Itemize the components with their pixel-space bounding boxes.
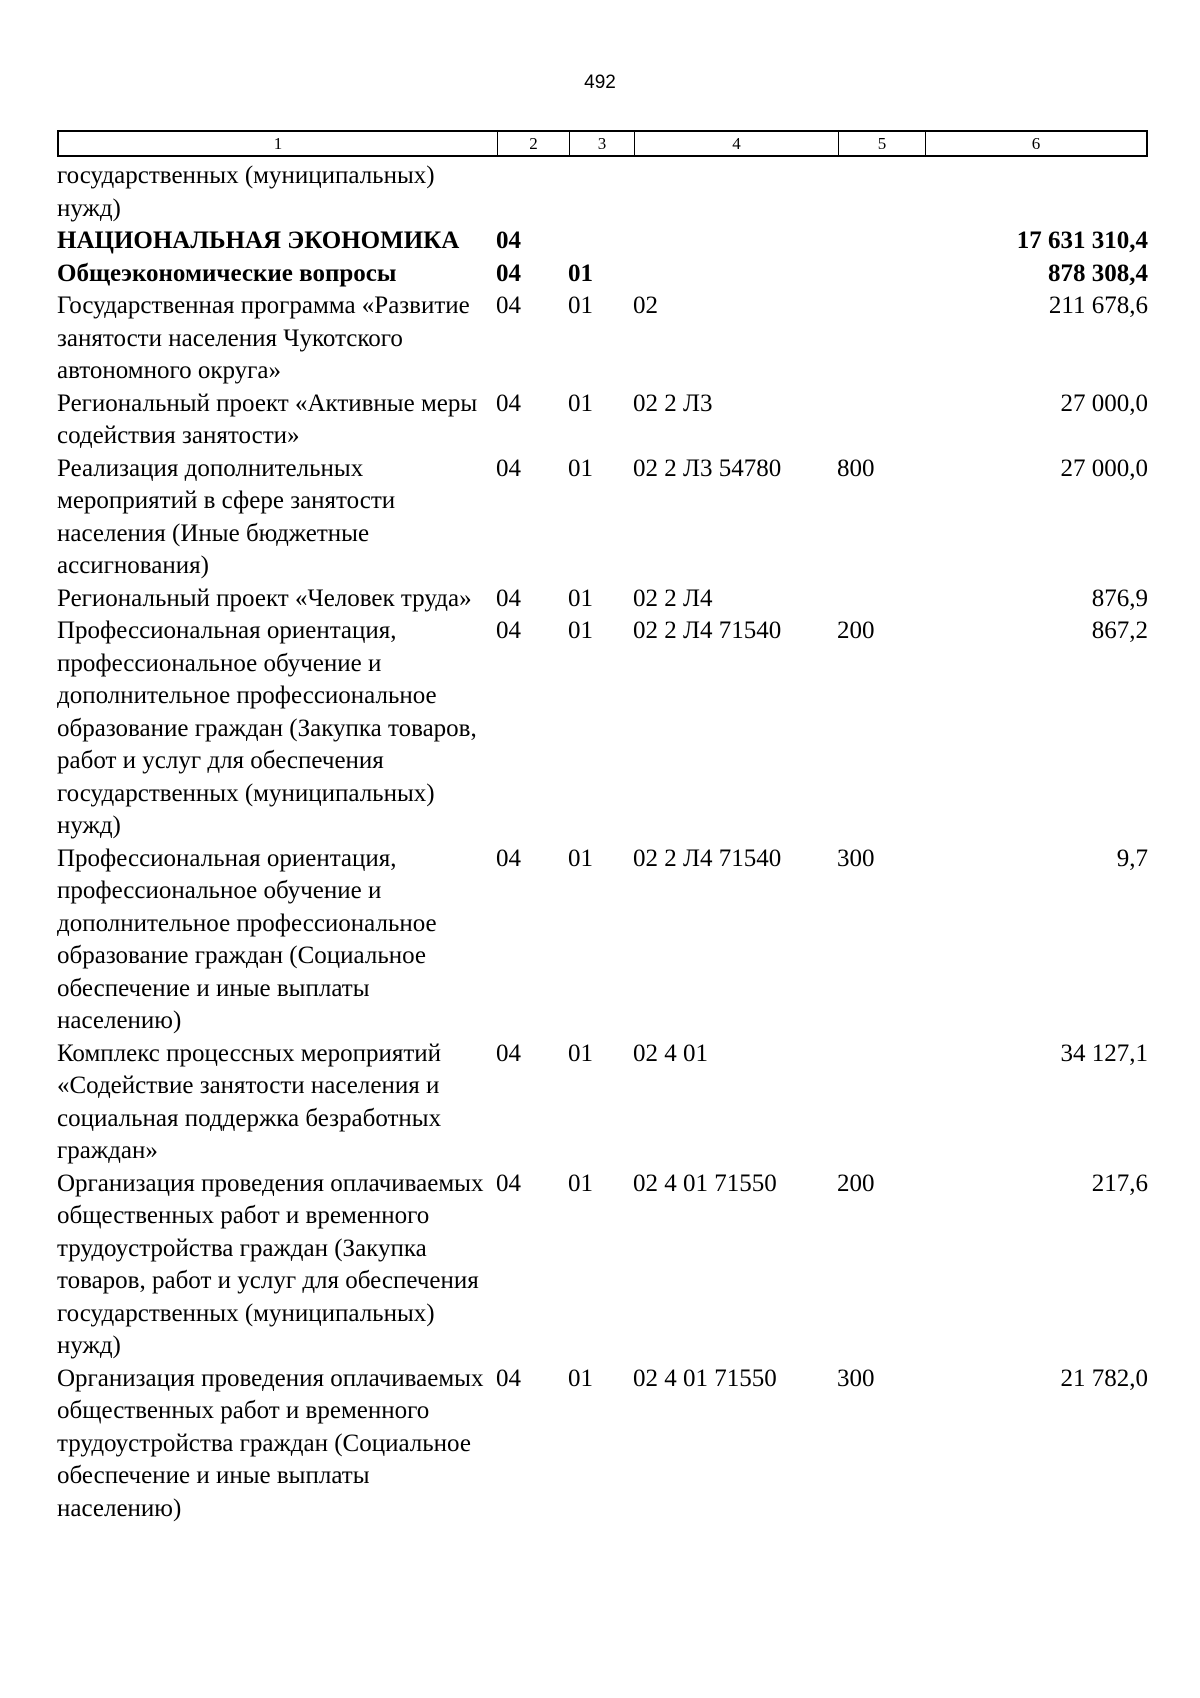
header-col-2: 2 xyxy=(498,132,570,155)
row-section: 04 xyxy=(496,844,521,872)
row-subsection: 01 xyxy=(568,259,593,287)
header-col-6: 6 xyxy=(1031,134,1041,153)
row-target-article: 02 xyxy=(633,292,658,319)
table-row xyxy=(57,225,1148,258)
row-section: 04 xyxy=(496,259,521,287)
row-section: 04 xyxy=(496,1039,521,1067)
row-amount: 876,9 xyxy=(1091,584,1148,612)
row-target-article: 02 4 01 xyxy=(633,1039,708,1067)
row-subsection: 01 xyxy=(568,1364,593,1392)
row-name: Организация проведения оплачиваемых общественных работ и временного трудоустройства граждан (Социальное обеспечение и иные выплаты населению) xyxy=(57,1364,484,1522)
row-name: Профессиональная ориентация, профессиональное обучение и дополнительное профессиональное образование граждан (Социальное обеспечение и иные выплаты населению) xyxy=(57,844,437,1034)
row-amount: 34 127,1 xyxy=(1060,1039,1148,1067)
table-row xyxy=(57,1038,1148,1168)
row-expense-type xyxy=(837,388,924,453)
table-row xyxy=(57,160,1148,225)
row-section: 04 xyxy=(496,1169,521,1197)
table-row xyxy=(57,290,1148,388)
row-subsection: 01 xyxy=(568,844,593,872)
table-row xyxy=(57,258,1148,291)
row-amount: 27 000,0 xyxy=(1060,389,1148,417)
row-amount: 211 678,6 xyxy=(1048,292,1148,319)
row-name: Комплекс процессных мероприятий «Содействие занятости населения и социальная поддержка безработных граждан» xyxy=(57,1039,442,1164)
header-col-3: 3 xyxy=(570,132,635,155)
table-row xyxy=(57,388,1148,453)
row-name: Региональный проект «Активные меры содействия занятости» xyxy=(57,389,478,449)
row-section xyxy=(496,160,568,225)
row-name: Общеэкономические вопросы xyxy=(57,259,397,287)
row-section: 04 xyxy=(496,389,521,417)
row-target-article: 02 2 Л4 71540 xyxy=(633,844,782,872)
row-section: 04 xyxy=(496,617,521,644)
table-row xyxy=(57,615,1148,843)
row-amount: 867,2 xyxy=(1091,617,1148,644)
row-name: НАЦИОНАЛЬНАЯ ЭКОНОМИКА xyxy=(57,227,460,254)
row-subsection: 01 xyxy=(568,454,593,482)
row-expense-type: 300 xyxy=(837,1364,875,1392)
row-amount: 217,6 xyxy=(1091,1169,1148,1197)
row-subsection: 01 xyxy=(568,1039,593,1067)
table-body xyxy=(57,160,1148,1525)
row-section: 04 xyxy=(496,292,521,319)
row-amount: 878 308,4 xyxy=(1048,259,1148,287)
row-amount xyxy=(924,160,1148,225)
page-number: 492 xyxy=(584,72,616,93)
row-subsection: 01 xyxy=(568,389,593,417)
table-row xyxy=(57,583,1148,616)
table-row xyxy=(57,1168,1148,1363)
row-target-article: 02 2 Л3 xyxy=(633,389,713,417)
header-col-1: 1 xyxy=(59,132,498,155)
row-section: 04 xyxy=(496,584,521,612)
row-target-article: 02 2 Л3 54780 xyxy=(633,454,782,482)
row-subsection: 01 xyxy=(568,292,593,319)
row-target-article: 02 2 Л4 xyxy=(633,584,713,612)
row-expense-type xyxy=(837,225,924,258)
table-row xyxy=(57,453,1148,583)
row-subsection: 01 xyxy=(568,1169,593,1197)
row-expense-type: 200 xyxy=(837,617,875,644)
row-target-article xyxy=(633,160,837,225)
row-amount: 27 000,0 xyxy=(1060,454,1148,482)
row-amount: 9,7 xyxy=(1116,844,1148,872)
header-col-4: 4 xyxy=(635,132,839,155)
table-row xyxy=(57,1363,1148,1526)
row-amount: 17 631 310,4 xyxy=(1016,227,1148,254)
row-expense-type xyxy=(837,258,924,291)
row-name: Организация проведения оплачиваемых общественных работ и временного трудоустройства граждан (Закупка товаров, работ и услуг для обеспечения государственных (муниципальных) нужд) xyxy=(57,1169,484,1359)
row-expense-type xyxy=(837,1038,924,1168)
row-expense-type xyxy=(837,160,924,225)
row-amount: 21 782,0 xyxy=(1060,1364,1148,1392)
row-expense-type xyxy=(837,583,924,616)
row-subsection xyxy=(568,160,633,225)
row-name: Профессиональная ориентация, профессиональное обучение и дополнительное профессиональное образование граждан (Закупка товаров, работ и услуг для обеспечения государственных (муниципальных) нужд) xyxy=(57,617,477,839)
table-row xyxy=(57,843,1148,1038)
row-subsection: 01 xyxy=(568,584,593,612)
row-name: государственных (муниципальных) нужд) xyxy=(57,162,435,222)
row-subsection: 01 xyxy=(568,617,593,644)
row-section: 04 xyxy=(496,454,521,482)
row-expense-type xyxy=(837,290,924,388)
header-col-5: 5 xyxy=(839,132,926,155)
row-name: Государственная программа «Развитие занятости населения Чукотского автономного округа» xyxy=(57,292,470,384)
row-expense-type: 800 xyxy=(837,454,875,482)
row-expense-type: 300 xyxy=(837,844,875,872)
row-target-article: 02 4 01 71550 xyxy=(633,1169,777,1197)
row-target-article: 02 2 Л4 71540 xyxy=(633,617,782,644)
row-expense-type: 200 xyxy=(837,1169,875,1197)
row-name: Реализация дополнительных мероприятий в сфере занятости населения (Иные бюджетные ассигнования) xyxy=(57,454,396,579)
row-name: Региональный проект «Человек труда» xyxy=(57,584,472,612)
table-header xyxy=(57,130,1148,157)
row-target-article: 02 4 01 71550 xyxy=(633,1364,777,1392)
row-subsection xyxy=(568,225,633,258)
row-target-article xyxy=(633,225,837,258)
row-target-article xyxy=(633,258,837,291)
row-section: 04 xyxy=(496,227,521,254)
row-section: 04 xyxy=(496,1364,521,1392)
